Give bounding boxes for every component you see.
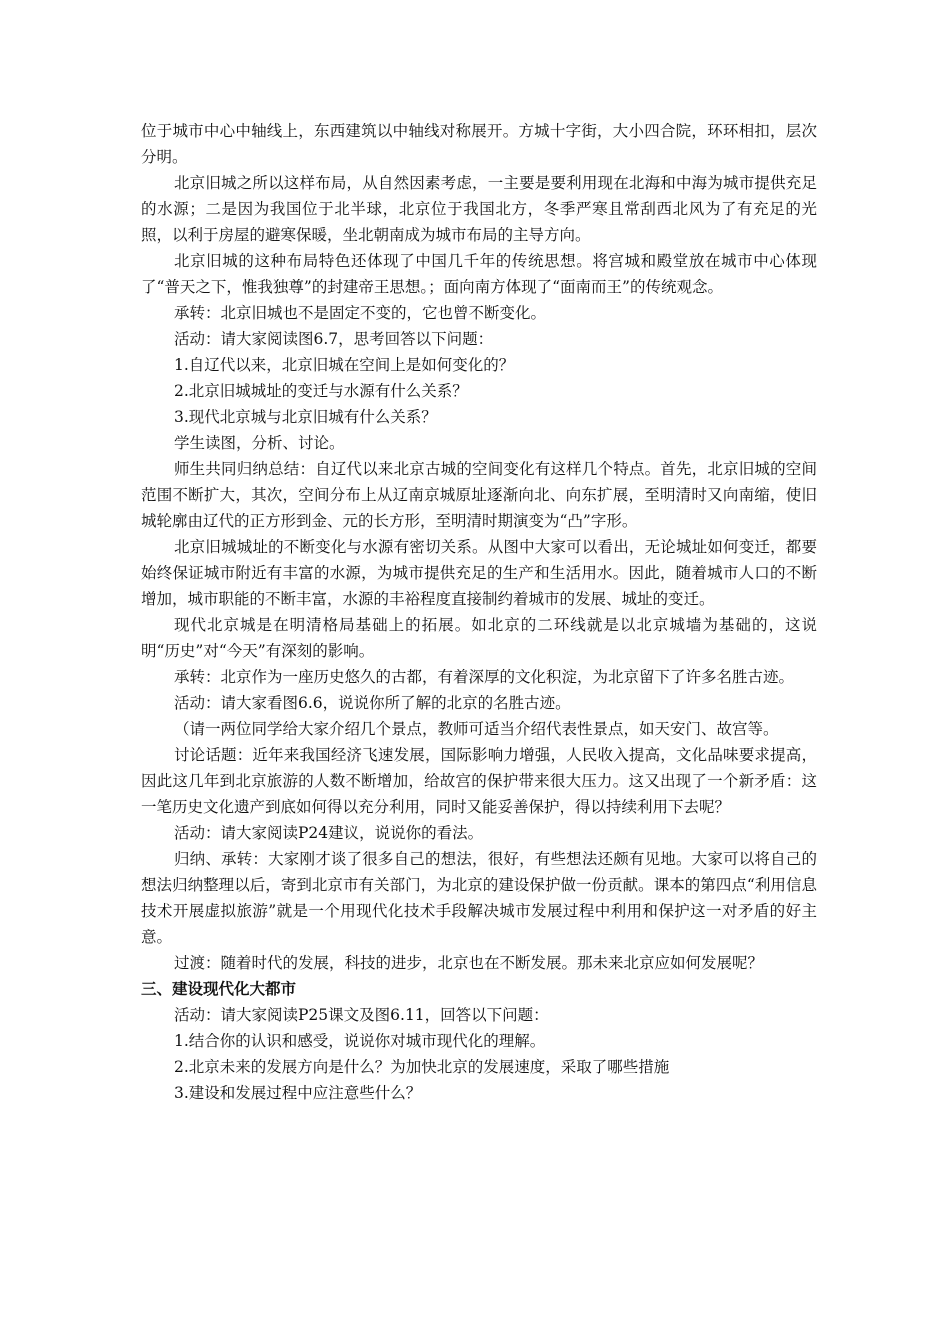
question-item-modernization: 1.结合你的认识和感受，说说你对城市现代化的理解。: [174, 1032, 546, 1050]
question-item-attention: 3.建设和发展过程中应注意些什么？: [174, 1084, 422, 1102]
question-item-1: 1.自辽代以来，北京旧城在空间上是如何变化的？: [174, 356, 515, 374]
paragraph-modern-beijing: 现代北京城是在明清格局基础上的拓展。如北京的二环线就是以北京城墙为基础的，这说明“历史”对“今天”有深刻的影响。: [141, 616, 817, 660]
paragraph-discussion-topic: 讨论话题：近年来我国经济飞速发展，国际影响力增强，人民收入提高，文化品味要求提高，因此这几年到北京旅游的人数不断增加，给故宫的保护带来很大压力。这又出现了一个新矛盾：这一笔历史文化遗产到底如何得以充分利用，同时又能妥善保护，得以持续利用下去呢？: [141, 746, 817, 816]
paragraph-summary-transition: 归纳、承转：大家刚才谈了很多自己的想法，很好，有些想法还颇有见地。大家可以将自己的想法归纳整理以后，寄到北京市有关部门，为北京的建设保护做一份贡献。课本的第四点“利用信息技术开展虚拟旅游”就是一个用现代化技术手段解决城市发展过程中利用和保护这一对矛盾的好主意。: [141, 850, 817, 946]
paragraph-activity-fig66: 活动：请大家看图6.6，说说你所了解的北京的名胜古迹。: [174, 694, 571, 712]
paragraph-transition-change: 承转：北京旧城也不是固定不变的，它也曾不断变化。: [174, 304, 547, 322]
document-body: [141, 118, 817, 1106]
paragraph-layout-continuation: 位于城市中心中轴线上，东西建筑以中轴线对称展开。方城十字街，大小四合院，环环相扣，层次分明。: [141, 122, 817, 166]
paragraph-traditional-thought: 北京旧城的这种布局特色还体现了中国几千年的传统思想。将宫城和殿堂放在城市中心体现了“普天之下，惟我独尊”的封建帝王思想。；面向南方体现了“面南而王”的传统观念。: [141, 252, 817, 296]
paragraph-activity-p25: 活动：请大家阅读P25课文及图6.11，回答以下问题：: [174, 1006, 549, 1024]
paragraph-students-discuss: 学生读图，分析、讨论。: [174, 434, 345, 452]
paragraph-water-source: 北京旧城城址的不断变化与水源有密切关系。从图中大家可以看出，无论城址如何变迁，都要始终保证城市附近有丰富的水源，为城市提供充足的生产和生活用水。因此，随着城市人口的不断增加，城市职能的不断丰富，水源的丰裕程度直接制约着城市的发展、城址的变迁。: [141, 538, 817, 608]
paragraph-transition-future: 过渡：随着时代的发展，科技的进步，北京也在不断发展。那未来北京应如何发展呢？: [174, 954, 764, 972]
paragraph-transition-heritage: 承转：北京作为一座历史悠久的古都，有着深厚的文化积淀，为北京留下了许多名胜古迹。: [174, 668, 795, 686]
paragraph-summary-spatial-change: 师生共同归纳总结：自辽代以来北京古城的空间变化有这样几个特点。首先，北京旧城的空间范围不断扩大，其次，空间分布上从辽南京城原址逐渐向北、向东扩展，至明清时又向南缩，使旧城轮廓由辽代的正方形到金、元的长方形，至明清时期演变为“凸”字形。: [141, 460, 817, 530]
section-heading: 三、建设现代化大都市: [141, 980, 297, 998]
paragraph-activity-fig67: 活动：请大家阅读图6.7，思考回答以下问题：: [174, 330, 494, 348]
question-item-future-direction: 2.北京未来的发展方向是什么？为加快北京的发展速度，采取了哪些措施: [174, 1058, 670, 1076]
paragraph-natural-factors: 北京旧城之所以这样布局，从自然因素考虑，一主要是要利用现在北海和中海为城市提供充足的水源；二是因为我国位于北半球，北京位于我国北方，冬季严寒且常刮西北风为了有充足的光照，以利于房屋的避寒保暖，坐北朝南成为城市布局的主导方向。: [141, 174, 817, 244]
paragraph-student-intro: （请一两位同学给大家介绍几个景点，教师可适当介绍代表性景点，如天安门、故宫等。: [174, 720, 779, 738]
question-item-2: 2.北京旧城城址的变迁与水源有什么关系？: [174, 382, 468, 400]
paragraph-activity-p24: 活动：请大家阅读P24建议，说说你的看法。: [174, 824, 484, 842]
question-item-3: 3.现代北京城与北京旧城有什么关系？: [174, 408, 437, 426]
